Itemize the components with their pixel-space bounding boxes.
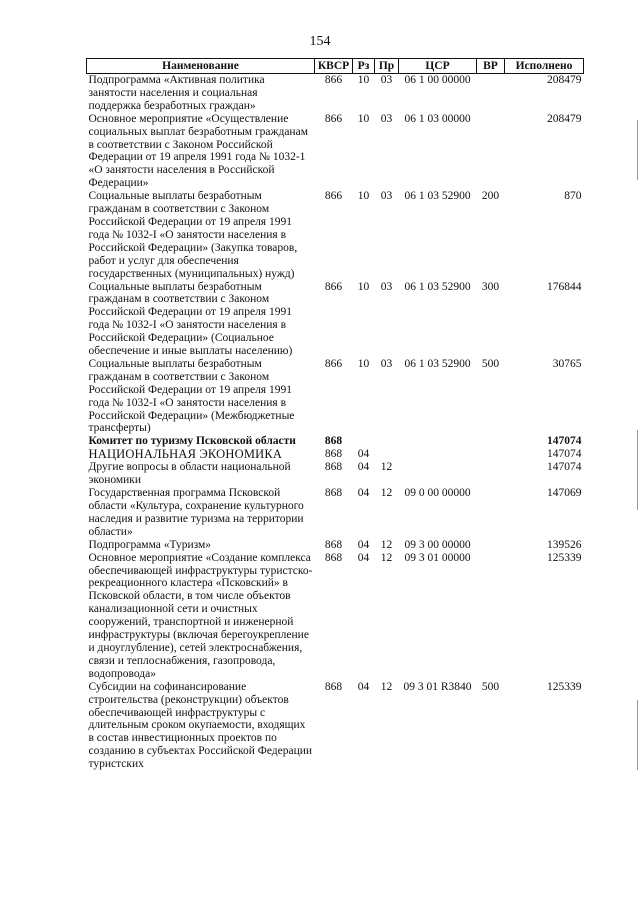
header-rz: Рз xyxy=(353,59,375,74)
cell-rz: 10 xyxy=(357,74,370,86)
cell-rz: 10 xyxy=(357,112,370,125)
cell-pr: 03 xyxy=(380,190,393,203)
cell-sum: 147074 xyxy=(547,435,582,448)
header-csr: ЦСР xyxy=(399,59,477,74)
table-row xyxy=(87,461,584,487)
cell-vr: 500 xyxy=(481,680,500,693)
cell-vr xyxy=(477,435,505,448)
cell-sum: 208479 xyxy=(547,112,582,125)
cell-pr: 03 xyxy=(380,357,393,370)
cell-kvsr: 868 xyxy=(324,551,343,564)
cell-pr: 03 xyxy=(380,74,393,86)
cell-csr: 09 3 01 R3840 xyxy=(403,680,472,693)
cell-name: Основное мероприятие «Создание комплекса обеспечивающей инфраструктуры туристско-рекреационного кластера «Псковский» в Псковской области, в том числе объектов канализационной сети и очистных сооружений, транспортной и инженерной инфраструктуры (включая берегоукрепление и дноуглубление), сетей электроснабжения, связи и теплоснабжения, газопровода, водопровода» xyxy=(88,551,313,680)
header-pr: Пр xyxy=(375,59,399,74)
cell-name: Социальные выплаты безработным гражданам в соответствии с Законом Российской Федерации от 19 апреля 1991 года № 1032-I «О занятости населения в Российской Федерации» (Закупка товаров, работ и услуг для обеспечения государственных (муниципальных) нужд) xyxy=(88,190,298,280)
cell-vr xyxy=(477,448,505,461)
table-row xyxy=(87,552,584,681)
cell-name: Государственная программа Псковской области «Культура, сохранение культурного наследия и развитие туризма на территории области» xyxy=(88,487,304,538)
cell-kvsr: 866 xyxy=(324,112,343,125)
cell-name: Социальные выплаты безработным гражданам в соответствии с Законом Российской Федерации от 19 апреля 1991 года № 1032-I «О занятости населения в Российской Федерации» (Межбюджетные трансферты) xyxy=(88,357,295,435)
table-row xyxy=(87,281,584,358)
cell-vr xyxy=(477,487,505,539)
cell-csr: 06 1 03 52900 xyxy=(404,357,471,370)
cell-sum: 147069 xyxy=(547,487,582,500)
cell-pr: 03 xyxy=(380,112,393,125)
cell-csr: 09 0 00 00000 xyxy=(404,487,471,500)
cell-pr xyxy=(375,435,399,448)
cell-pr xyxy=(375,448,399,461)
cell-pr: 12 xyxy=(380,461,393,474)
cell-rz: 04 xyxy=(357,551,370,564)
cell-sum: 30765 xyxy=(552,357,582,370)
cell-sum: 870 xyxy=(564,190,582,203)
cell-sum: 147074 xyxy=(547,461,582,474)
cell-name: Другие вопросы в области национальной экономики xyxy=(88,461,291,487)
header-name: Наименование xyxy=(87,59,315,74)
cell-rz: 10 xyxy=(357,190,370,203)
cell-sum: 125339 xyxy=(547,680,582,693)
cell-kvsr: 868 xyxy=(324,487,343,500)
cell-sum: 147074 xyxy=(547,448,582,461)
cell-csr xyxy=(399,461,477,487)
cell-pr: 12 xyxy=(380,538,393,551)
cell-rz: 10 xyxy=(357,280,370,293)
cell-csr: 06 1 03 52900 xyxy=(404,190,471,203)
table-row xyxy=(87,74,584,113)
cell-pr: 03 xyxy=(380,280,393,293)
table-body xyxy=(87,74,584,772)
cell-vr xyxy=(477,113,505,190)
cell-vr: 300 xyxy=(481,280,500,293)
budget-execution-table xyxy=(86,58,584,771)
cell-kvsr: 866 xyxy=(324,74,343,86)
cell-sum: 208479 xyxy=(547,74,582,86)
cell-csr xyxy=(399,448,477,461)
cell-sum: 125339 xyxy=(547,551,582,564)
cell-name: Подпрограмма «Туризм» xyxy=(88,538,212,551)
cell-csr: 06 1 00 00000 xyxy=(404,74,471,86)
cell-name: Подпрограмма «Активная политика занятости населения и социальная поддержка безработных граждан» xyxy=(88,74,265,112)
cell-vr xyxy=(477,552,505,681)
cell-pr: 12 xyxy=(380,551,393,564)
cell-rz: 04 xyxy=(357,538,370,551)
scan-edge-mark xyxy=(637,120,638,180)
cell-kvsr: 866 xyxy=(324,280,343,293)
table-row xyxy=(87,358,584,435)
cell-rz: 04 xyxy=(357,461,370,474)
page-number: 154 xyxy=(309,34,331,49)
header-sum: Исполнено xyxy=(505,59,584,74)
cell-csr: 06 1 03 52900 xyxy=(404,280,471,293)
cell-name: Субсидии на софинансирование строительства (реконструкции) объектов обеспечивающей инфраструктуры с длительным сроком окупаемости, входящих в состав инвестиционных проектов по созданию в субъектах Российской Федерации туристских xyxy=(88,680,313,771)
cell-name: Социальные выплаты безработным гражданам в соответствии с Законом Российской Федерации от 19 апреля 1991 года № 1032-I «О занятости населения в Российской Федерации» (Социальное обеспечение и иные выплаты населению) xyxy=(88,280,293,358)
header-vr: ВР xyxy=(477,59,505,74)
cell-kvsr: 868 xyxy=(324,538,343,551)
cell-vr: 500 xyxy=(481,357,500,370)
cell-kvsr: 868 xyxy=(324,680,343,693)
cell-rz: 10 xyxy=(357,357,370,370)
cell-rz: 04 xyxy=(357,448,370,461)
cell-rz: 04 xyxy=(357,680,370,693)
cell-rz xyxy=(353,435,375,448)
cell-kvsr: 868 xyxy=(324,435,343,448)
table-row xyxy=(87,539,584,552)
cell-csr: 09 3 01 00000 xyxy=(404,551,471,564)
table-row xyxy=(87,190,584,280)
cell-vr xyxy=(477,539,505,552)
cell-kvsr: 866 xyxy=(324,357,343,370)
cell-pr: 12 xyxy=(380,680,393,693)
cell-pr: 12 xyxy=(380,487,393,500)
cell-kvsr: 868 xyxy=(324,461,343,474)
table-header-row xyxy=(87,59,584,74)
cell-csr: 09 3 00 00000 xyxy=(404,538,471,551)
scan-edge-mark xyxy=(637,700,638,770)
cell-sum: 176844 xyxy=(547,280,582,293)
cell-vr: 200 xyxy=(481,190,500,203)
scan-edge-mark xyxy=(637,430,638,510)
cell-sum: 139526 xyxy=(547,538,582,551)
cell-name: НАЦИОНАЛЬНАЯ ЭКОНОМИКА xyxy=(88,447,283,462)
cell-csr xyxy=(399,435,477,448)
cell-kvsr: 866 xyxy=(324,190,343,203)
table-row xyxy=(87,448,584,461)
cell-vr xyxy=(477,74,505,113)
cell-csr: 06 1 03 00000 xyxy=(404,112,471,125)
table-row xyxy=(87,487,584,539)
cell-rz: 04 xyxy=(357,487,370,500)
cell-vr xyxy=(477,461,505,487)
cell-kvsr: 868 xyxy=(324,448,343,461)
table-row xyxy=(87,681,584,771)
cell-name: Комитет по туризму Псковской области xyxy=(88,435,296,448)
header-kvsr: КВСР xyxy=(315,59,353,74)
table-row xyxy=(87,113,584,190)
cell-name: Основное мероприятие «Осуществление социальных выплат безработным гражданам в соответствии с Законом Российской Федерации от 19 апреля 1991 года № 1032-1 «О занятости населения в Российской Федерации» xyxy=(88,112,308,190)
